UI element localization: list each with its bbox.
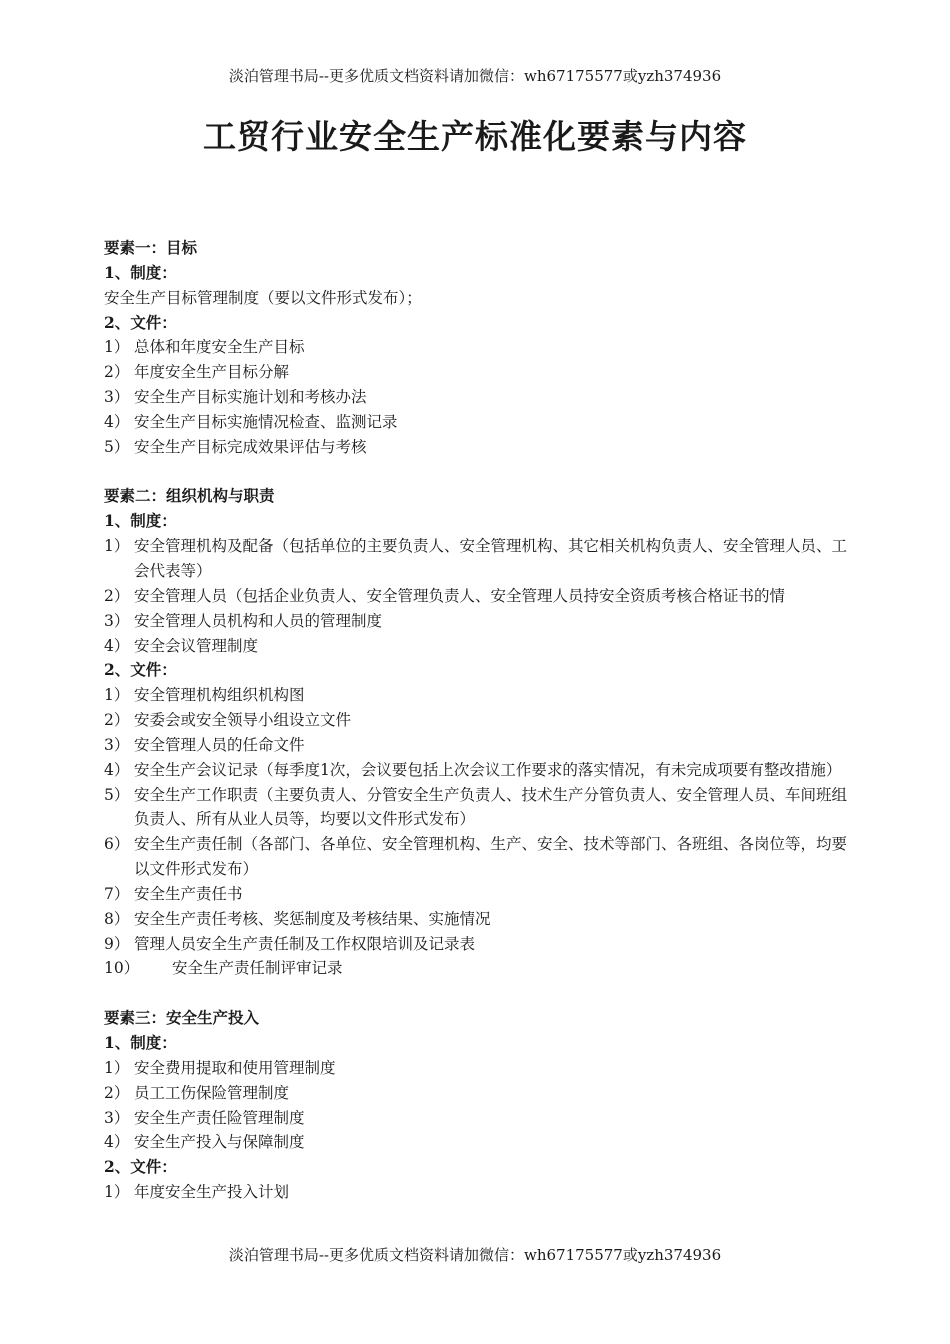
item-text: 管理人员安全生产责任制及工作权限培训及记录表 <box>134 934 476 953</box>
item-text: 安全管理人员（包括企业负责人、安全管理负责人、安全管理人员持安全资质考核合格证书的情 <box>134 586 786 605</box>
list-item <box>104 1180 850 1205</box>
item-text: 安委会或安全领导小组设立文件 <box>134 711 352 730</box>
list-item <box>104 882 850 907</box>
item-number: 2） <box>104 586 130 605</box>
list-item <box>104 1130 850 1155</box>
list-item <box>104 783 850 833</box>
system-label: 1、制度： <box>104 262 177 282</box>
item-text: 员工工伤保险管理制度 <box>134 1083 290 1102</box>
item-text: 安全费用提取和使用管理制度 <box>134 1058 336 1077</box>
item-number: 5） <box>104 437 130 456</box>
item-number: 7） <box>104 884 130 903</box>
item-text: 安全生产会议记录（每季度1次，会议要包括上次会议工作要求的落实情况，有未完成项要有整改措施） <box>134 760 842 779</box>
item-text: 安全生产目标实施计划和考核办法 <box>134 388 367 407</box>
section-3 <box>104 1006 850 1205</box>
item-text: 安全管理机构及配备（包括单位的主要负责人、安全管理机构、其它相关机构负责人、安全管理人员、工会代表等） <box>134 537 848 580</box>
item-number: 1） <box>104 338 130 357</box>
item-text: 安全生产目标实施情况检查、监测记录 <box>134 412 398 431</box>
item-number: 1） <box>104 686 130 705</box>
document-title: 工贸行业安全生产标准化要素与内容 <box>203 117 747 156</box>
list-item <box>104 634 850 659</box>
list-item <box>104 360 850 385</box>
list-item <box>104 1081 850 1106</box>
item-number: 4） <box>104 636 130 655</box>
item-number: 9） <box>104 934 130 953</box>
list-item <box>104 1106 850 1131</box>
list-item <box>104 708 850 733</box>
page-footer: 淡泊管理书局--更多优质文档资料请加微信：wh67175577或yzh374936 <box>228 1246 722 1264</box>
item-text: 安全会议管理制度 <box>134 636 259 655</box>
item-text: 安全生产工作职责（主要负责人、分管安全生产负责人、技术生产分管负责人、安全管理人员、车间班组负责人、所有从业人员等，均要以文件形式发布） <box>134 785 848 829</box>
item-number: 2） <box>104 711 130 730</box>
list-item <box>104 385 850 410</box>
list-item <box>104 733 850 758</box>
item-text: 年度安全生产投入计划 <box>134 1183 290 1202</box>
list-item <box>104 832 850 882</box>
item-text: 安全生产责任险管理制度 <box>134 1108 305 1127</box>
item-text: 安全生产责任制评审记录 <box>172 959 343 978</box>
system-label: 1、制度： <box>104 511 177 531</box>
item-number: 1） <box>104 1183 130 1202</box>
list-item <box>104 956 850 981</box>
list-item <box>104 335 850 360</box>
list-item <box>104 907 850 932</box>
list-item <box>104 683 850 708</box>
list-item <box>104 410 850 435</box>
item-text: 安全生产投入与保障制度 <box>134 1133 305 1152</box>
section-1 <box>104 236 850 460</box>
item-text: 安全生产责任制（各部门、各单位、安全管理机构、生产、安全、技术等部门、各班组、各岗位等，均要以文件形式发布） <box>134 835 848 879</box>
files-label: 2、文件： <box>104 1157 177 1177</box>
item-text: 安全生产目标完成效果评估与考核 <box>134 437 367 456</box>
list-item <box>104 534 850 584</box>
system-text: 安全生产目标管理制度（要以文件形式发布）； <box>104 288 422 307</box>
list-item <box>104 758 850 783</box>
item-number: 5） <box>104 785 130 804</box>
item-number: 8） <box>104 909 130 928</box>
item-number: 4） <box>104 760 130 779</box>
item-text: 安全生产责任考核、奖惩制度及考核结果、实施情况 <box>134 909 491 928</box>
list-item <box>104 932 850 957</box>
page-header: 淡泊管理书局--更多优质文档资料请加微信：wh67175577或yzh374936 <box>228 67 722 85</box>
item-number: 3） <box>104 1108 130 1127</box>
item-number: 6） <box>104 835 130 854</box>
item-number: 2） <box>104 1083 130 1102</box>
list-item <box>104 609 850 634</box>
item-number: 4） <box>104 412 130 431</box>
section-heading: 要素一：目标 <box>104 238 198 257</box>
section-2 <box>104 484 850 981</box>
item-number: 2） <box>104 363 130 382</box>
item-number: 3） <box>104 388 130 407</box>
files-label: 2、文件： <box>104 660 177 680</box>
item-text: 安全管理人员的任命文件 <box>134 735 305 754</box>
item-number: 10） <box>104 959 140 978</box>
section-heading: 要素三：安全生产投入 <box>104 1008 260 1028</box>
files-label: 2、文件： <box>104 312 177 332</box>
item-number: 3） <box>104 611 130 630</box>
item-text: 安全管理机构组织机构图 <box>134 686 305 705</box>
list-item <box>104 584 850 609</box>
document-body <box>104 236 850 1205</box>
list-item <box>104 435 850 460</box>
item-text: 安全生产责任书 <box>134 884 243 903</box>
section-heading: 要素二：组织机构与职责 <box>104 486 275 506</box>
item-text: 年度安全生产目标分解 <box>134 363 290 382</box>
system-label: 1、制度： <box>104 1033 177 1052</box>
item-number: 3） <box>104 735 130 754</box>
item-text: 安全管理人员机构和人员的管理制度 <box>134 611 383 630</box>
item-text: 总体和年度安全生产目标 <box>134 338 305 357</box>
item-number: 1） <box>104 1058 130 1077</box>
list-item <box>104 1056 850 1081</box>
item-number: 4） <box>104 1133 130 1152</box>
item-number: 1） <box>104 537 130 556</box>
